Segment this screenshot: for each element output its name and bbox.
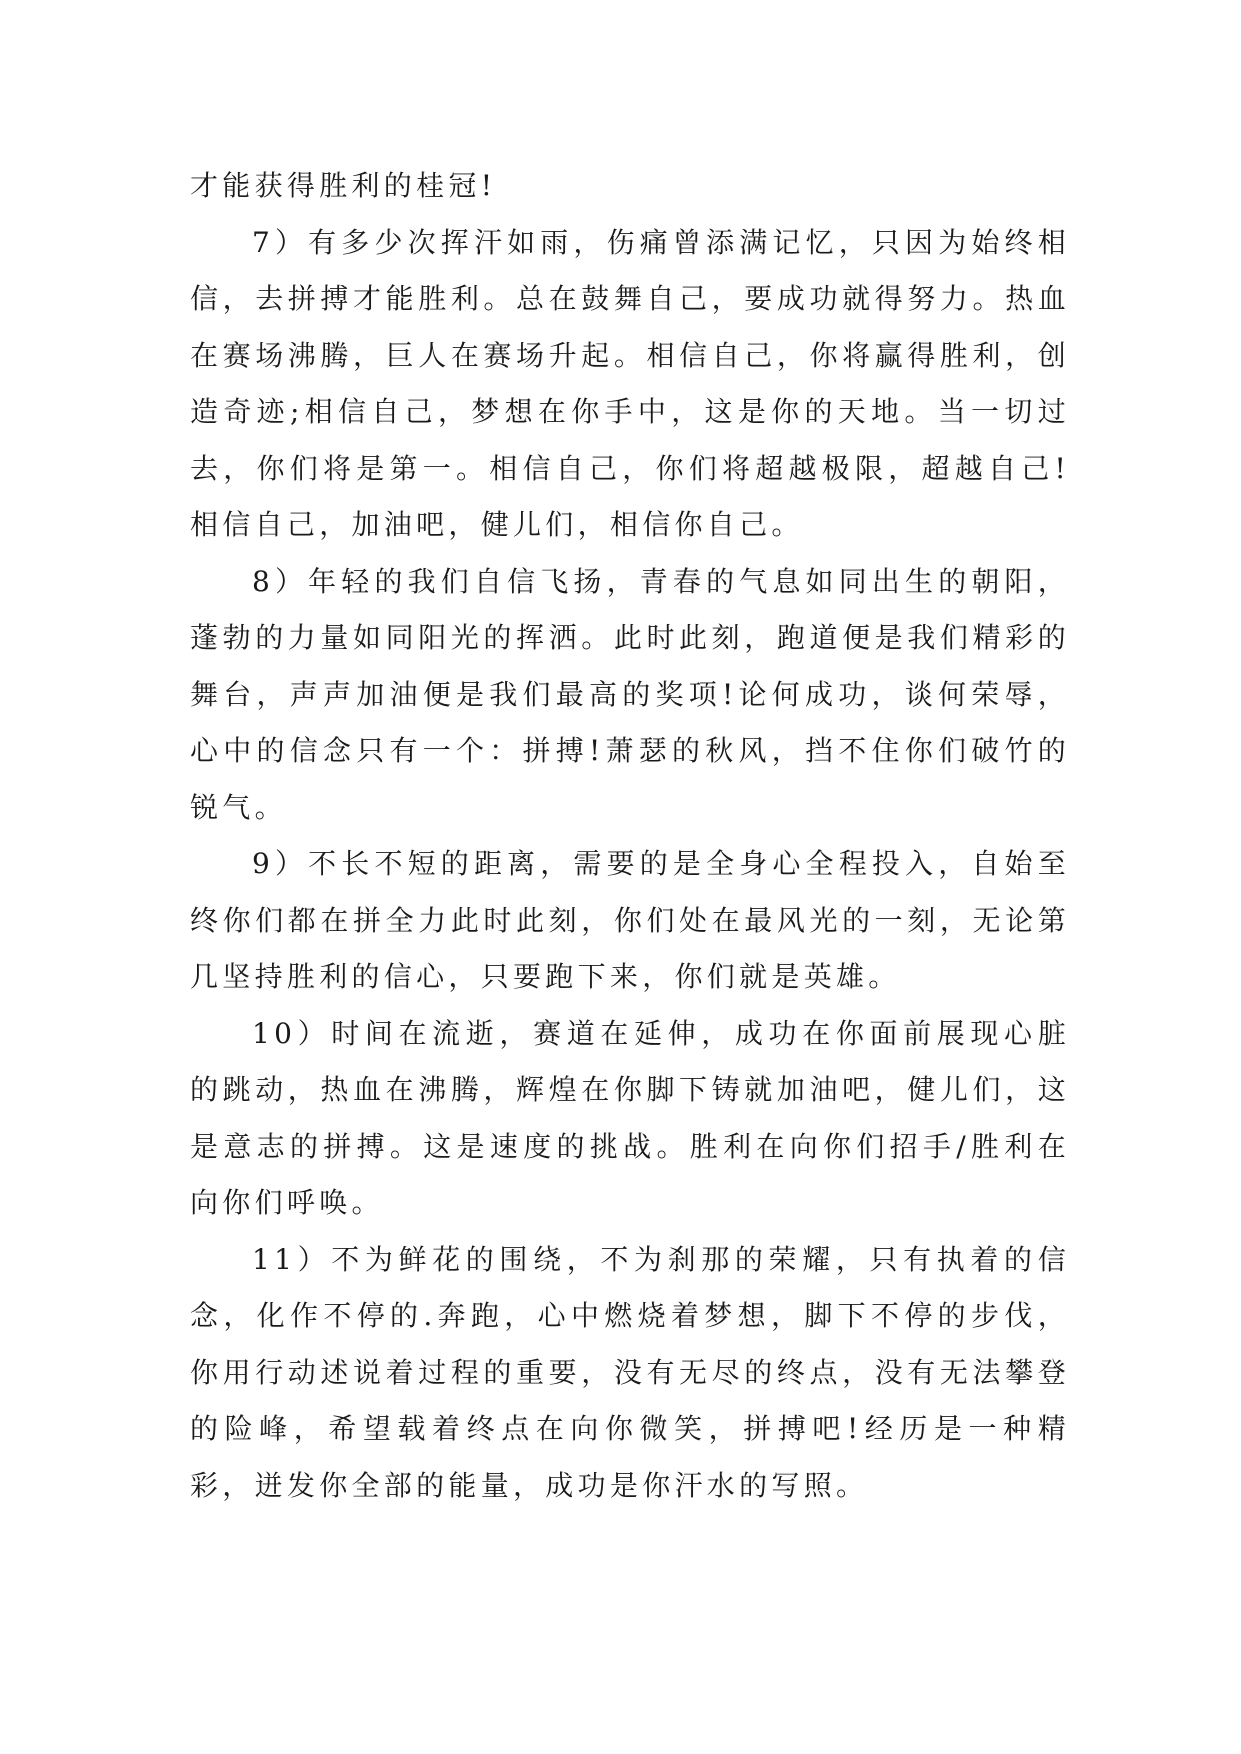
paragraph-8: 8）年轻的我们自信飞扬，青春的气息如同出生的朝阳，蓬勃的力量如同阳光的挥洒。此时此刻，跑道便是我们精彩的舞台，声声加油便是我们最高的奖项!论何成功，谈何荣辱，心中的信念只有一个：拼搏!萧瑟的秋风，挡不住你们破竹的锐气。	[190, 564, 1070, 824]
document-body	[190, 158, 1070, 1514]
paragraph-10: 10）时间在流逝，赛道在延伸，成功在你面前展现心脏的跳动，热血在沸腾，辉煌在你脚下铸就加油吧，健儿们，这是意志的拼搏。这是速度的挑战。胜利在向你们招手/胜利在向你们呼唤。	[190, 1016, 1070, 1219]
paragraph-11: 11）不为鲜花的围绕，不为刹那的荣耀，只有执着的信念，化作不停的.奔跑，心中燃烧着梦想，脚下不停的步伐，你用行动述说着过程的重要，没有无尽的终点，没有无法攀登的险峰，希望载着终点在向你微笑，拼搏吧!经历是一种精彩，迸发你全部的能量，成功是你汗水的写照。	[190, 1242, 1070, 1502]
paragraph-9: 9）不长不短的距离，需要的是全身心全程投入，自始至终你们都在拼全力此时此刻，你们处在最风光的一刻，无论第几坚持胜利的信心，只要跑下来，你们就是英雄。	[190, 847, 1070, 993]
paragraph-continuation: 才能获得胜利的桂冠!	[190, 169, 497, 202]
paragraph-7: 7）有多少次挥汗如雨，伤痛曾添满记忆，只因为始终相信，去拼搏才能胜利。总在鼓舞自己，要成功就得努力。热血在赛场沸腾，巨人在赛场升起。相信自己，你将赢得胜利，创造奇迹;相信自己，梦想在你手中，这是你的天地。当一切过去，你们将是第一。相信自己，你们将超越极限，超越自己!相信自己，加油吧，健儿们，相信你自己。	[190, 225, 1070, 541]
